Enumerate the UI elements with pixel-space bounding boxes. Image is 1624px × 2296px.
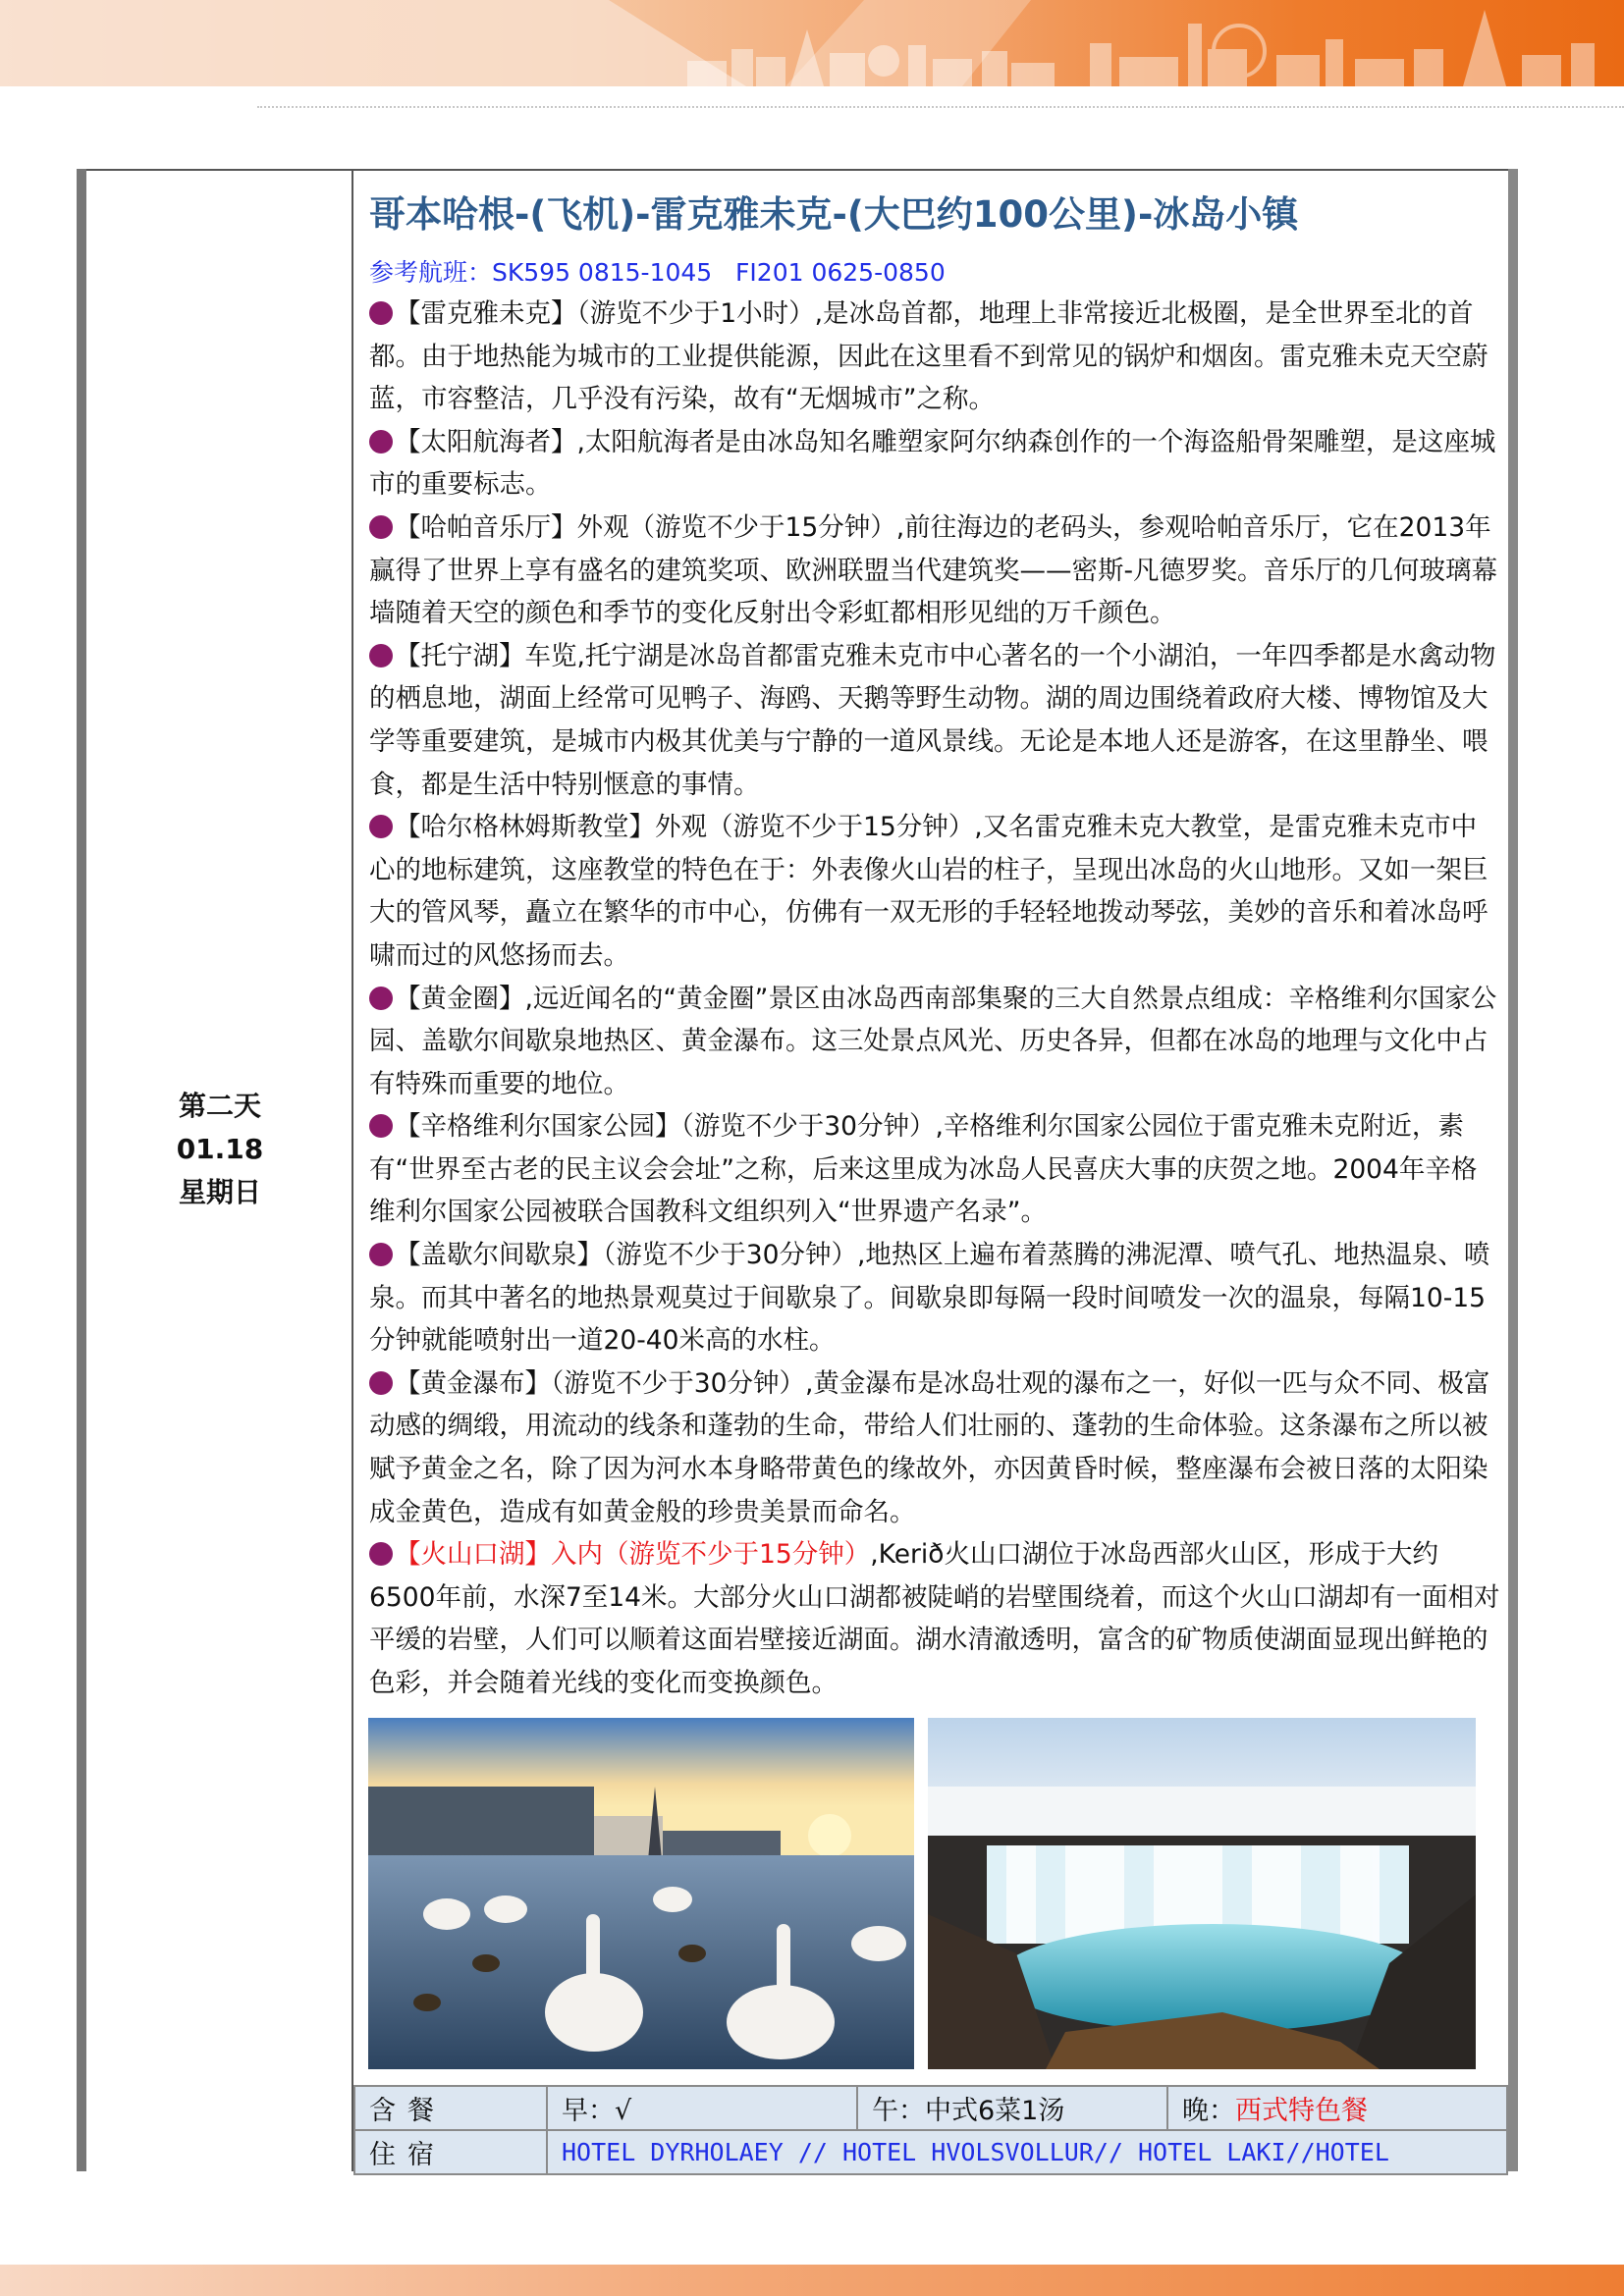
- bullet-icon: [369, 815, 393, 838]
- meals-label: 含餐: [354, 2086, 547, 2130]
- lodging-row: [354, 2130, 1507, 2174]
- attraction-name: 【黄金瀑布】: [395, 1367, 551, 1399]
- bullet-icon: [369, 987, 393, 1010]
- dinner-value: 西式特色餐: [1235, 2096, 1368, 2126]
- day-weekday: 星期日: [178, 1176, 261, 1208]
- day-date: 01.18: [176, 1133, 264, 1165]
- waterfall-photo: [928, 1718, 1476, 2069]
- attraction-text: （游览不少于30分钟）,辛格维利尔国家公园位于雷克雅未克附近，素有“世界至古老的民主议会会址”之称，后来这里成为冰岛人民喜庆大事的庆贺之地。2004年辛格维利尔国家公园被联合国教科文组织列入“世界遗产名录”。: [369, 1111, 1478, 1228]
- breakfast-cell: 早：√: [547, 2086, 857, 2130]
- highlight-subtitle: 入内（游览不少于15分钟）: [551, 1539, 871, 1571]
- attraction-name: 【哈帕音乐厅】: [395, 511, 577, 543]
- lodging-label: 住宿: [354, 2130, 547, 2174]
- highlight-text: ,Kerið火山口湖位于冰岛西部火山区，形成于大约6500年前，水深7至14米。大部分火山口湖都被陡峭的岩壁围绕着，而这个火山口湖却有一面相对平缓的岩壁，人们可以顺着这面岩壁接近湖面。湖水清澈透明，富含的矿物质使湖面显现出鲜艳的色彩，并会随着光线的变化而变换颜色。: [369, 1539, 1500, 1698]
- day-info: [88, 1085, 352, 1214]
- swans-lake-photo: [368, 1718, 914, 2069]
- attraction-text: ,太阳航海者是由冰岛知名雕塑家阿尔纳森创作的一个海盗船骨架雕塑，是这座城市的重要标志。: [369, 426, 1496, 501]
- bullet-icon: [369, 515, 393, 539]
- bullet-icon: [369, 1243, 393, 1266]
- dinner-prefix: 晚：: [1182, 2096, 1235, 2126]
- attraction-text: ,远近闻名的“黄金圈”景区由冰岛西南部集聚的三大自然景点组成：辛格维利尔国家公园、盖歇尔间歇泉地热区、黄金瀑布。这三处景点风光、历史各异，但都在冰岛的地理与文化中占有特殊而重要的地位。: [369, 983, 1497, 1099]
- column-divider: [352, 169, 353, 2171]
- footer-band: [0, 2265, 1624, 2296]
- attraction-paragraph: [369, 1234, 1500, 1362]
- attraction-name: 【盖歇尔间歇泉】: [395, 1240, 603, 1271]
- attraction-text: 车览,托宁湖是冰岛首都雷克雅未克市中心著名的一个小湖泊，一年四季都是水禽动物的栖息地，湖面上经常可见鸭子、海鸥、天鹅等野生动物。湖的周边围绕着政府大楼、博物馆及大学等重要建筑，是城市内极其优美与宁静的一道风景线。无论是本地人还是游客，在这里静坐、喂食，都是生活中特别惬意的事情。: [369, 640, 1496, 800]
- attraction-name: 【雷克雅未克】: [395, 298, 577, 329]
- attraction-paragraph: [369, 421, 1500, 507]
- attraction-paragraph: [369, 635, 1500, 806]
- day-content: [369, 187, 1500, 1705]
- route-title: 哥本哈根-(飞机)-雷克雅未克-(大巴约100公里)-冰岛小镇: [369, 193, 1299, 236]
- attraction-paragraph: [369, 978, 1500, 1106]
- frame-border-right: [1508, 169, 1518, 2171]
- attraction-paragraph: [369, 1362, 1500, 1533]
- photo-row: [368, 1718, 1476, 2069]
- frame-border-left: [77, 169, 86, 2171]
- meals-row: [354, 2086, 1507, 2130]
- hotel-list: HOTEL DYRHOLAEY // HOTEL HVOLSVOLLUR// HOTEL LAKI//HOTEL: [547, 2130, 1507, 2174]
- attraction-text: 外观（游览不少于15分钟）,前往海边的老码头，参观哈帕音乐厅，它在2013年赢得了世界上享有盛名的建筑奖项、欧洲联盟当代建筑奖——密斯-凡德罗奖。音乐厅的几何玻璃幕墙随着天空的颜色和季节的变化反射出令彩虹都相形见绌的万千颜色。: [369, 511, 1498, 629]
- attraction-name: 【哈尔格林姆斯教堂】: [395, 812, 655, 843]
- bullet-icon: [369, 1114, 393, 1138]
- attraction-text: （游览不少于30分钟）,地热区上遍布着蒸腾的沸泥潭、喷气孔、地热温泉、喷泉。而其中著名的地热景观莫过于间歇泉了。间歇泉即每隔一段时间喷发一次的温泉，每隔10-15分钟就能喷射出一道20-40米高的水柱。: [369, 1240, 1490, 1357]
- flight-info: 参考航班：SK595 0815-1045 FI201 0625-0850: [369, 258, 946, 287]
- attraction-paragraph: [369, 1105, 1500, 1234]
- city-skyline-graphic: [0, 0, 1624, 86]
- bullet-icon: [369, 1371, 393, 1395]
- attraction-text: 外观（游览不少于15分钟）,又名雷克雅未克大教堂，是雷克雅未克市中心的地标建筑，这座教堂的特色在于：外表像火山岩的柱子，呈现出冰岛的火山地形。又如一架巨大的管风琴，矗立在繁华的市中心，仿佛有一双无形的手轻轻地拨动琴弦，美妙的音乐和着冰岛呼啸而过的风悠扬而去。: [369, 812, 1489, 971]
- attraction-name: 【辛格维利尔国家公园】: [395, 1111, 681, 1143]
- attraction-name: 【托宁湖】: [395, 640, 525, 671]
- bullet-icon: [369, 1542, 393, 1566]
- day-label: 第二天: [178, 1090, 261, 1122]
- header-divider: [257, 106, 1624, 108]
- bullet-icon: [369, 430, 393, 454]
- attraction-name: 【黄金圈】: [395, 983, 525, 1014]
- meals-lodging-table: [353, 2085, 1508, 2175]
- attraction-paragraph: [369, 507, 1500, 635]
- lunch-cell: 午：中式6菜1汤: [857, 2086, 1167, 2130]
- attraction-text: （游览不少于30分钟）,黄金瀑布是冰岛壮观的瀑布之一，好似一匹与众不同、极富动感的绸缎，用流动的线条和蓬勃的生命，带给人们壮丽的、蓬勃的生命体验。这条瀑布之所以被赋予黄金之名，除了因为河水本身略带黄色的缘故外，亦因黄昏时候，整座瀑布会被日落的太阳染成金黄色，造成有如黄金般的珍贵美景而命名。: [369, 1367, 1490, 1527]
- bullet-icon: [369, 301, 393, 325]
- header-banner: [0, 0, 1624, 86]
- dinner-cell: [1167, 2086, 1507, 2130]
- attraction-name: 【太阳航海者】: [395, 426, 577, 457]
- attraction-text: （游览不少于1小时）,是冰岛首都，地理上非常接近北极圈，是全世界至北的首都。由于地热能为城市的工业提供能源，因此在这里看不到常见的锅炉和烟囱。雷克雅未克天空蔚蓝，市容整洁，几乎没有污染，故有“无烟城市”之称。: [369, 298, 1489, 415]
- highlight-paragraph: [369, 1533, 1500, 1704]
- bullet-icon: [369, 644, 393, 667]
- attraction-paragraph: [369, 293, 1500, 421]
- attraction-paragraph: [369, 806, 1500, 977]
- highlight-name: 【火山口湖】: [395, 1539, 551, 1571]
